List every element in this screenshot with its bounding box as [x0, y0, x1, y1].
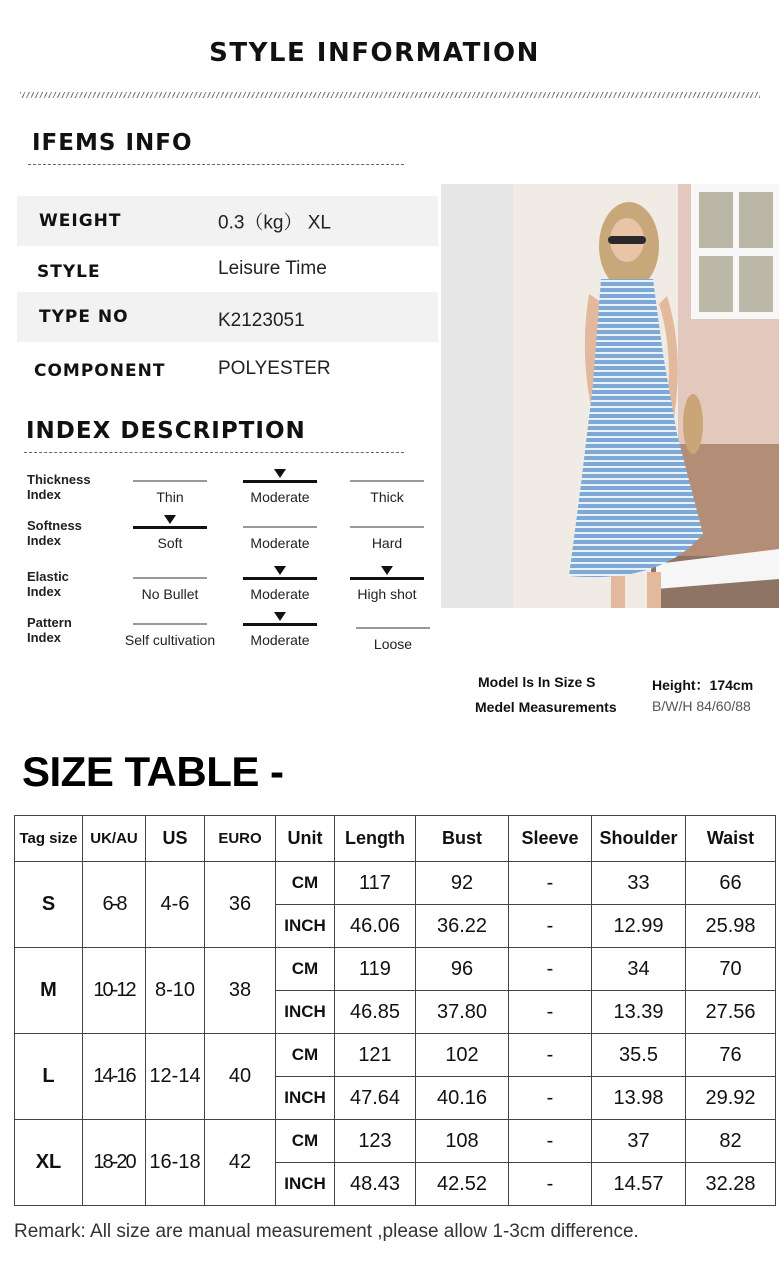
- index-option-label: No Bullet: [141, 586, 199, 602]
- index-label-line: Softness: [27, 518, 82, 533]
- unit-cell: INCH: [276, 905, 335, 948]
- remark-text: Remark: All size are manual measurement ,please allow 1-3cm difference.: [14, 1221, 639, 1242]
- index-option-label: Thin: [156, 489, 184, 505]
- measure-cell: 35.5: [592, 1034, 686, 1077]
- measure-cell: 82: [686, 1120, 776, 1163]
- measure-cell: 37: [592, 1120, 686, 1163]
- index-option-label: Moderate: [250, 586, 310, 602]
- unit-cell: CM: [276, 862, 335, 905]
- measure-cell: 25.98: [686, 905, 776, 948]
- index-option-elastic-1: [133, 566, 207, 602]
- measure-cell: 102: [416, 1034, 509, 1077]
- euro-cell: 38: [205, 948, 276, 1034]
- measure-cell: 46.06: [335, 905, 416, 948]
- model-measurements-label: Medel Measurements: [475, 699, 617, 715]
- size-table: [14, 815, 776, 1206]
- header-cell: UK/AU: [83, 816, 146, 862]
- measure-cell: 27.56: [686, 991, 776, 1034]
- selected-arrow-icon: [274, 612, 286, 621]
- index-scale-line: [350, 577, 424, 580]
- index-option-label: Moderate: [250, 535, 310, 551]
- index-scale-line: [243, 623, 317, 626]
- measure-cell: 117: [335, 862, 416, 905]
- model-size-label: Model ls ln Size S: [478, 674, 596, 690]
- measure-cell: 42.52: [416, 1163, 509, 1206]
- index-option-label: Loose: [373, 636, 413, 652]
- measure-cell: 32.28: [686, 1163, 776, 1206]
- items-info-heading: IFEMS INFO: [32, 130, 193, 156]
- index-scale-line: [243, 577, 317, 580]
- info-key: COMPONENT: [34, 361, 166, 381]
- info-row-component: [17, 344, 438, 394]
- uk-au-cell: 6-8: [83, 862, 146, 948]
- size-table-header-row: [15, 816, 776, 862]
- index-label-line: Index: [27, 584, 61, 599]
- table-row: [15, 1034, 776, 1077]
- measure-cell: 96: [416, 948, 509, 991]
- index-option-label: Moderate: [250, 489, 310, 505]
- measure-cell: -: [509, 905, 592, 948]
- info-key: STYLE: [37, 262, 101, 282]
- index-label-line: Index: [27, 533, 61, 548]
- measure-cell: 12.99: [592, 905, 686, 948]
- header-cell: US: [146, 816, 205, 862]
- index-option-elastic-3: [350, 566, 424, 602]
- us-cell: 16-18: [146, 1120, 205, 1206]
- header-cell: Tag size: [15, 816, 83, 862]
- euro-cell: 40: [205, 1034, 276, 1120]
- measure-cell: 36.22: [416, 905, 509, 948]
- index-scale-line: [133, 577, 207, 579]
- measure-cell: 37.80: [416, 991, 509, 1034]
- index-option-softness-2: [243, 515, 317, 551]
- index-option-softness-3: [350, 515, 424, 551]
- index-scale-line: [243, 526, 317, 528]
- index-option-thickness-1: [133, 469, 207, 505]
- unit-cell: INCH: [276, 1163, 335, 1206]
- unit-cell: CM: [276, 1120, 335, 1163]
- index-label-line: Thickness: [27, 472, 91, 487]
- uk-au-cell: 18-20: [83, 1120, 146, 1206]
- index-option-softness-1: [133, 515, 207, 551]
- uk-au-cell: 10-12: [83, 948, 146, 1034]
- info-key: WEIGHT: [39, 211, 122, 231]
- info-value: K2123051: [218, 310, 305, 331]
- header-cell: Unit: [276, 816, 335, 862]
- index-scale-line: [243, 480, 317, 483]
- index-label-softness: [27, 518, 82, 548]
- index-label-line: Elastic: [27, 569, 69, 584]
- measure-cell: 123: [335, 1120, 416, 1163]
- items-info-divider: [28, 164, 404, 165]
- index-label-line: Pattern: [27, 615, 72, 630]
- index-option-label: Hard: [371, 535, 403, 551]
- measure-cell: 29.92: [686, 1077, 776, 1120]
- tag-size-cell: M: [15, 948, 83, 1034]
- measure-cell: 66: [686, 862, 776, 905]
- index-scale-line: [350, 480, 424, 482]
- info-key: TYPE NO: [39, 307, 129, 327]
- unit-cell: CM: [276, 1034, 335, 1077]
- size-table-title: SIZE TABLE -: [22, 748, 284, 795]
- measure-cell: 34: [592, 948, 686, 991]
- measure-cell: 121: [335, 1034, 416, 1077]
- index-scale-line: [133, 623, 207, 625]
- measure-cell: -: [509, 991, 592, 1034]
- table-row: [15, 862, 776, 905]
- info-value: POLYESTER: [218, 358, 331, 379]
- measure-cell: 48.43: [335, 1163, 416, 1206]
- measure-cell: 13.39: [592, 991, 686, 1034]
- index-option-label: Soft: [157, 535, 183, 551]
- header-cell: Length: [335, 816, 416, 862]
- index-label-line: Index: [27, 630, 61, 645]
- model-photo-illustration: [441, 184, 779, 608]
- measure-cell: 70: [686, 948, 776, 991]
- us-cell: 12-14: [146, 1034, 205, 1120]
- info-value: Leisure Time: [218, 258, 327, 279]
- selected-arrow-icon: [274, 469, 286, 478]
- table-row: [15, 1120, 776, 1163]
- us-cell: 4-6: [146, 862, 205, 948]
- measure-cell: 14.57: [592, 1163, 686, 1206]
- index-scale-line: [133, 480, 207, 482]
- header-cell: Waist: [686, 816, 776, 862]
- index-description-heading: INDEX DESCRIPTION: [26, 418, 306, 444]
- measure-cell: -: [509, 948, 592, 991]
- tag-size-cell: S: [15, 862, 83, 948]
- index-option-pattern-2: [243, 612, 317, 648]
- measure-cell: -: [509, 862, 592, 905]
- table-row: [15, 948, 776, 991]
- info-row-weight: [17, 196, 438, 246]
- measure-cell: 119: [335, 948, 416, 991]
- size-table-body: [15, 862, 776, 1206]
- measure-cell: -: [509, 1163, 592, 1206]
- info-value: 0.3（kg） XL: [218, 212, 331, 234]
- measure-cell: 46.85: [335, 991, 416, 1034]
- title-divider: [20, 92, 760, 98]
- index-label-thickness: [27, 472, 91, 502]
- selected-arrow-icon: [274, 566, 286, 575]
- index-label-elastic: [27, 569, 69, 599]
- measure-cell: 76: [686, 1034, 776, 1077]
- selected-arrow-icon: [164, 515, 176, 524]
- page-title: STYLE INFORMATION: [209, 38, 540, 68]
- measure-cell: 47.64: [335, 1077, 416, 1120]
- info-row-type-no: [17, 292, 438, 342]
- measure-cell: -: [509, 1077, 592, 1120]
- unit-cell: CM: [276, 948, 335, 991]
- index-option-label: Self cultivation: [124, 632, 216, 648]
- index-option-pattern-3: [356, 616, 430, 652]
- index-scale-line: [356, 627, 430, 629]
- euro-cell: 42: [205, 1120, 276, 1206]
- model-height-label: Height：174cm: [652, 677, 754, 693]
- index-option-thickness-3: [350, 469, 424, 505]
- unit-cell: INCH: [276, 991, 335, 1034]
- index-option-label: High shot: [357, 586, 417, 602]
- tag-size-cell: XL: [15, 1120, 83, 1206]
- header-cell: EURO: [205, 816, 276, 862]
- model-measurements-value: B/W/H 84/60/88: [652, 698, 751, 714]
- index-label-pattern: [27, 615, 72, 645]
- header-cell: Bust: [416, 816, 509, 862]
- measure-cell: -: [509, 1120, 592, 1163]
- header-cell: Shoulder: [592, 816, 686, 862]
- measure-cell: 92: [416, 862, 509, 905]
- header-cell: Sleeve: [509, 816, 592, 862]
- measure-cell: 40.16: [416, 1077, 509, 1120]
- us-cell: 8-10: [146, 948, 205, 1034]
- tag-size-cell: L: [15, 1034, 83, 1120]
- measure-cell: -: [509, 1034, 592, 1077]
- index-option-pattern-1: [124, 612, 216, 648]
- uk-au-cell: 14-16: [83, 1034, 146, 1120]
- index-scale-line: [350, 526, 424, 528]
- euro-cell: 36: [205, 862, 276, 948]
- model-photo: [441, 184, 779, 608]
- index-scale-line: [133, 526, 207, 529]
- index-option-label: Thick: [370, 489, 404, 505]
- unit-cell: INCH: [276, 1077, 335, 1120]
- index-description-divider: [24, 452, 404, 453]
- measure-cell: 13.98: [592, 1077, 686, 1120]
- measure-cell: 33: [592, 862, 686, 905]
- selected-arrow-icon: [381, 566, 393, 575]
- info-row-style: [17, 244, 438, 294]
- index-option-thickness-2: [243, 469, 317, 505]
- measure-cell: 108: [416, 1120, 509, 1163]
- index-option-elastic-2: [243, 566, 317, 602]
- index-option-label: Moderate: [250, 632, 310, 648]
- index-label-line: Index: [27, 487, 61, 502]
